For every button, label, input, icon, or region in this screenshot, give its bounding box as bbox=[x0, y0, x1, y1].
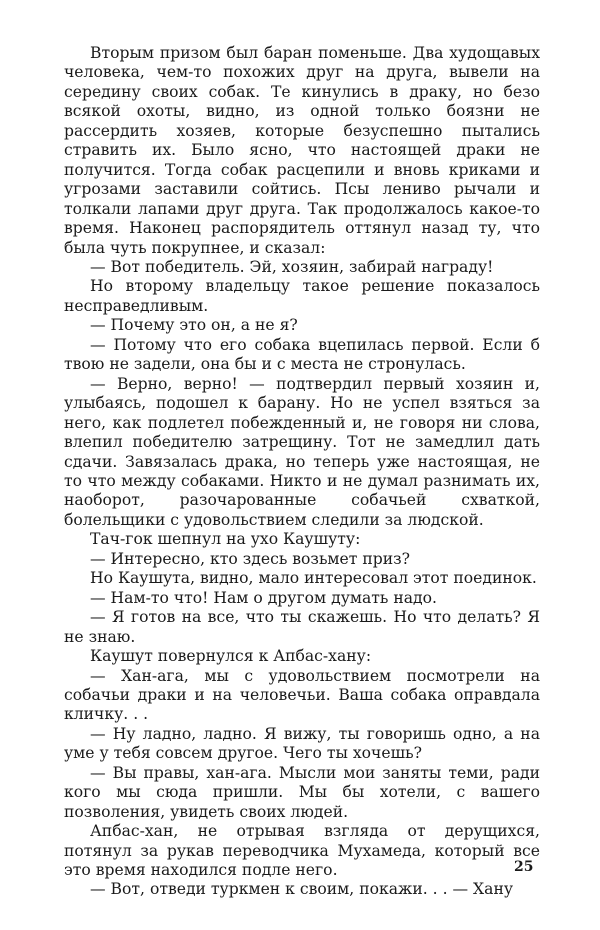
paragraph: Апбас-хан, не отрывая взгляда от дерущихся, потянул за рукав переводчика Мухамеда, который все это время находился подле него. bbox=[64, 822, 540, 880]
body-text bbox=[64, 44, 540, 900]
paragraph: — Почему это он, а не я? bbox=[90, 316, 298, 335]
paragraph: — Вот, отведи туркмен к своим, покажи. . . — Хану bbox=[90, 880, 514, 899]
paragraph: Вторым призом был баран поменьше. Два худощавых человека, чем-то похожих друг на друга, вывели на середину своих собак. Те кинулись в драку, но безо всякой охоты, видно, из одной только боязни не рассердить хозяев, которые безуспешно пытались стравить их. Было ясно, что настоящей драки не получится. Тогда собак расцепили и вновь криками и угрозами заставили сойтись. Псы лениво рычали и толкали лапами друг друга. Так продолжалось какое-то время. Наконец распорядитель оттянул назад ту, что была чуть покрупнее, и сказал: bbox=[64, 44, 540, 257]
paragraph: Каушут повернулся к Апбас-хану: bbox=[90, 647, 372, 666]
paragraph: — Потому что его собака вцепилась первой. Если б твою не задели, она бы и с места не стронулась. bbox=[64, 335, 540, 374]
paragraph: Тач-гок шепнул на ухо Каушуту: bbox=[90, 530, 361, 549]
paragraph: — Верно, верно! — подтвердил первый хозяин и, улыбаясь, подошел к барану. Но не успел взяться за него, как подлетел побежденный и, не говоря ни слова, влепил победителю затрещину. Тот не замедлил дать сдачи. Завязалась драка, но теперь уже настоящая, не то что между собаками. Никто и не думал разнимать их, наоборот, разочарованные собачьей схваткой, болельщики с удовольствием следили за людской. bbox=[64, 374, 540, 529]
page-number: 25 bbox=[514, 859, 534, 875]
paragraph: Но второму владельцу такое решение показалось несправедливым. bbox=[64, 277, 540, 315]
paragraph: — Хан-ага, мы с удовольствием посмотрели на собачьи драки и на человечьи. Ваша собака оправдала кличку. . . bbox=[64, 666, 540, 724]
paragraph: Но Каушута, видно, мало интересовал этот поединок. bbox=[90, 569, 537, 588]
paragraph: — Вы правы, хан-ага. Мысли мои заняты теми, ради кого мы сюда пришли. Мы бы хотели, с вашего позволения, увидеть своих людей. bbox=[64, 763, 540, 821]
paragraph: — Нам-то что! Нам о другом думать надо. bbox=[90, 588, 438, 607]
paragraph: — Я готов на все, что ты скажешь. Но что делать? Я не знаю. bbox=[64, 608, 540, 646]
paragraph: — Ну ладно, ладно. Я вижу, ты говоришь одно, а на уме у тебя совсем другое. Чего ты хочешь? bbox=[64, 724, 540, 763]
paragraph: — Вот победитель. Эй, хозяин, забирай награду! bbox=[90, 257, 494, 276]
paragraph: — Интересно, кто здесь возьмет приз? bbox=[90, 549, 411, 568]
